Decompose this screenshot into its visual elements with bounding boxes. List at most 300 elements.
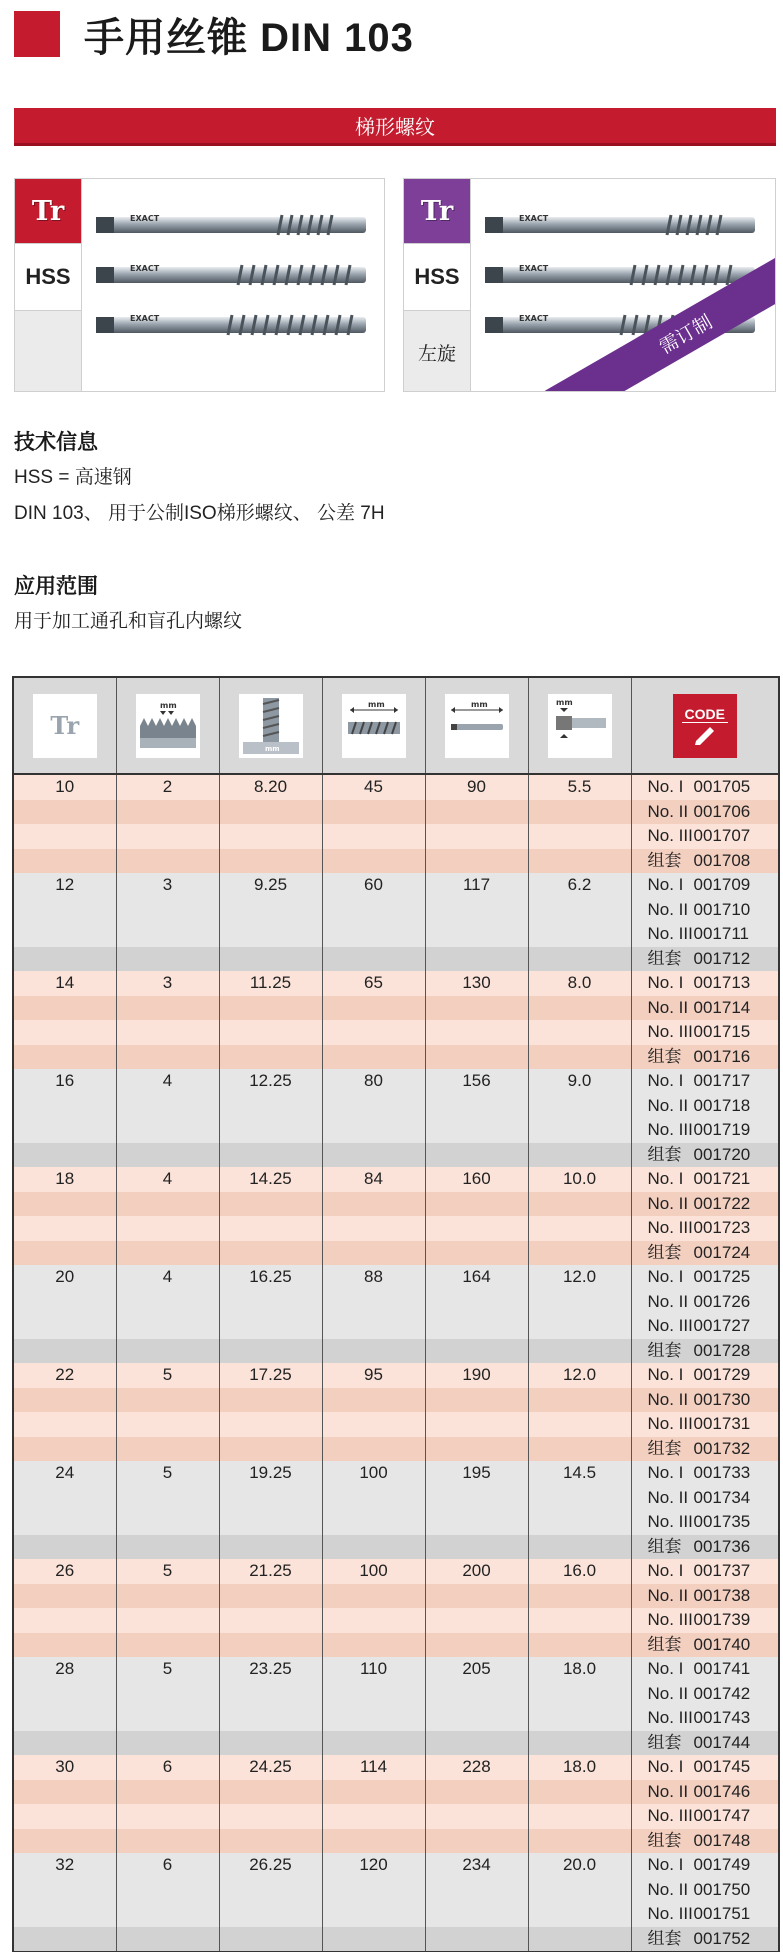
table-body xyxy=(13,774,779,1952)
cell-thread-size: 16 xyxy=(13,1069,116,1094)
product-card-left-hand xyxy=(403,178,776,392)
code-number: 001734 xyxy=(693,1487,751,1507)
cell-code xyxy=(631,774,779,800)
cell-drill xyxy=(219,1510,322,1535)
code-label: No. III xyxy=(647,1904,693,1923)
code-number: 001738 xyxy=(693,1585,751,1605)
code-number: 001749 xyxy=(693,1855,751,1874)
code-number: 001716 xyxy=(693,1046,751,1066)
code-number: 001718 xyxy=(693,1095,751,1115)
cell-drill xyxy=(219,1094,322,1119)
code-label: No. III xyxy=(647,1414,693,1433)
cell-thread-length: 110 xyxy=(322,1657,425,1682)
cell-thread-size: 24 xyxy=(13,1461,116,1486)
cell-thread-size xyxy=(13,1314,116,1339)
cell-drill xyxy=(219,1829,322,1854)
code-number: 001729 xyxy=(693,1365,751,1384)
cell-total-length xyxy=(425,1192,528,1217)
cell-thread-length xyxy=(322,898,425,923)
cell-drill xyxy=(219,1437,322,1462)
cell-drill xyxy=(219,1118,322,1143)
table-row xyxy=(13,1388,779,1413)
cell-square: 12.0 xyxy=(528,1265,631,1290)
cell-total-length xyxy=(425,1510,528,1535)
cell-pitch xyxy=(116,1706,219,1731)
cell-thread-length xyxy=(322,1314,425,1339)
cell-drill xyxy=(219,996,322,1021)
cell-code xyxy=(631,1731,779,1756)
cell-code xyxy=(631,1559,779,1584)
cell-thread-length xyxy=(322,1927,425,1952)
cell-pitch: 3 xyxy=(116,971,219,996)
cell-thread-length: 100 xyxy=(322,1559,425,1584)
cell-drill xyxy=(219,1486,322,1511)
cell-code xyxy=(631,873,779,898)
cell-square xyxy=(528,1241,631,1266)
taps-illustration xyxy=(82,179,385,391)
table-row xyxy=(13,1853,779,1878)
code-number: 001705 xyxy=(693,777,751,796)
cell-code xyxy=(631,800,779,825)
code-label: No. III xyxy=(647,1316,693,1335)
table-row xyxy=(13,947,779,972)
cell-code xyxy=(631,1216,779,1241)
cell-drill xyxy=(219,1143,322,1168)
code-number: 001744 xyxy=(693,1732,751,1752)
cell-square xyxy=(528,922,631,947)
cell-square xyxy=(528,1804,631,1829)
tap-no1 xyxy=(96,214,366,235)
code-label: No. III xyxy=(647,1022,693,1041)
cell-drill xyxy=(219,1045,322,1070)
code-number: 001709 xyxy=(693,875,751,894)
cell-thread-size xyxy=(13,1804,116,1829)
cell-pitch xyxy=(116,1045,219,1070)
code-number: 001719 xyxy=(693,1120,751,1139)
table-row xyxy=(13,1706,779,1731)
code-label: 组套 xyxy=(647,1536,682,1556)
cell-thread-length xyxy=(322,1829,425,1854)
cell-thread-length xyxy=(322,849,425,874)
cell-drill: 24.25 xyxy=(219,1755,322,1780)
cell-code xyxy=(631,1510,779,1535)
code-icon xyxy=(673,694,737,758)
table-row xyxy=(13,1437,779,1462)
cell-pitch xyxy=(116,1486,219,1511)
cell-total-length xyxy=(425,1682,528,1707)
cell-pitch xyxy=(116,898,219,923)
cell-pitch xyxy=(116,1388,219,1413)
cell-total-length: 156 xyxy=(425,1069,528,1094)
cell-drill xyxy=(219,849,322,874)
cell-code xyxy=(631,971,779,996)
cell-square xyxy=(528,849,631,874)
brand-label: EXACT xyxy=(130,214,160,223)
code-number: 001721 xyxy=(693,1169,751,1188)
cell-square: 5.5 xyxy=(528,774,631,800)
cell-pitch xyxy=(116,1510,219,1535)
cell-thread-size xyxy=(13,1045,116,1070)
cell-thread-length xyxy=(322,996,425,1021)
code-number: 001745 xyxy=(693,1757,751,1776)
cell-total-length: 90 xyxy=(425,774,528,800)
table-row xyxy=(13,1608,779,1633)
code-number: 001732 xyxy=(693,1438,751,1458)
cell-drill: 11.25 xyxy=(219,971,322,996)
cell-pitch xyxy=(116,1535,219,1560)
spec-table xyxy=(12,676,780,1952)
cell-pitch xyxy=(116,1902,219,1927)
code-label: No. III xyxy=(647,924,693,943)
table-row xyxy=(13,1069,779,1094)
cell-total-length xyxy=(425,996,528,1021)
code-label: 组套 xyxy=(647,1634,682,1654)
cell-total-length xyxy=(425,1706,528,1731)
cell-pitch xyxy=(116,1633,219,1658)
code-label: No. III xyxy=(647,1806,693,1825)
cell-drill: 8.20 xyxy=(219,774,322,800)
cell-thread-length xyxy=(322,1804,425,1829)
code-number: 001727 xyxy=(693,1316,751,1335)
code-label: No. I xyxy=(647,1561,684,1580)
cell-square: 6.2 xyxy=(528,873,631,898)
code-label: No. I xyxy=(647,1071,684,1090)
code-number: 001722 xyxy=(693,1193,751,1213)
cell-pitch: 6 xyxy=(116,1853,219,1878)
code-label: No. II xyxy=(647,1095,689,1115)
code-label: 组套 xyxy=(647,948,682,968)
cell-pitch xyxy=(116,849,219,874)
cell-total-length xyxy=(425,1216,528,1241)
cell-thread-length: 95 xyxy=(322,1363,425,1388)
card-sidebar xyxy=(15,179,81,391)
cell-thread-length xyxy=(322,1192,425,1217)
cell-square xyxy=(528,1829,631,1854)
cell-thread-length: 114 xyxy=(322,1755,425,1780)
cell-pitch xyxy=(116,1143,219,1168)
cell-thread-length xyxy=(322,1118,425,1143)
cell-total-length: 190 xyxy=(425,1363,528,1388)
cell-code xyxy=(631,1584,779,1609)
tr-badge-text: Tr xyxy=(31,195,65,227)
col-header-thread-length xyxy=(322,677,425,774)
cell-drill xyxy=(219,922,322,947)
table-row xyxy=(13,996,779,1021)
cell-pitch xyxy=(116,1780,219,1805)
cell-drill xyxy=(219,1731,322,1756)
cell-thread-length xyxy=(322,800,425,825)
cell-square xyxy=(528,1339,631,1364)
cell-drill xyxy=(219,1020,322,1045)
cell-drill xyxy=(219,800,322,825)
code-label: No. II xyxy=(647,1193,689,1213)
cell-square xyxy=(528,1682,631,1707)
tr-badge-text: Tr xyxy=(420,195,454,227)
cell-thread-size: 30 xyxy=(13,1755,116,1780)
cell-pitch xyxy=(116,1192,219,1217)
cell-drill xyxy=(219,1388,322,1413)
brand-label: EXACT xyxy=(130,264,160,273)
cell-thread-length xyxy=(322,1486,425,1511)
cell-pitch xyxy=(116,1216,219,1241)
cell-code xyxy=(631,1682,779,1707)
cell-pitch xyxy=(116,1339,219,1364)
cell-thread-size xyxy=(13,1192,116,1217)
code-label: No. II xyxy=(647,1683,689,1703)
table-row xyxy=(13,1486,779,1511)
cell-pitch: 5 xyxy=(116,1559,219,1584)
cell-pitch: 5 xyxy=(116,1657,219,1682)
cell-pitch xyxy=(116,1290,219,1315)
code-label: 组套 xyxy=(647,1340,682,1360)
cell-square xyxy=(528,1216,631,1241)
code-label: No. II xyxy=(647,1389,689,1409)
cell-code xyxy=(631,1363,779,1388)
table-row xyxy=(13,1045,779,1070)
code-label: No. II xyxy=(647,1781,689,1801)
cell-total-length: 228 xyxy=(425,1755,528,1780)
cell-thread-size: 22 xyxy=(13,1363,116,1388)
cell-code xyxy=(631,1118,779,1143)
table-row xyxy=(13,1241,779,1266)
square-unit: mm xyxy=(555,697,573,707)
cell-thread-size xyxy=(13,800,116,825)
cell-code xyxy=(631,1339,779,1364)
cell-total-length: 117 xyxy=(425,873,528,898)
table-row xyxy=(13,1535,779,1560)
tech-info-line1: HSS = 高速钢 xyxy=(14,467,132,488)
cell-thread-length xyxy=(322,922,425,947)
cell-thread-length xyxy=(322,947,425,972)
cell-total-length: 195 xyxy=(425,1461,528,1486)
cell-thread-size xyxy=(13,1216,116,1241)
code-number: 001752 xyxy=(693,1928,751,1948)
cell-pitch xyxy=(116,800,219,825)
cell-square: 18.0 xyxy=(528,1657,631,1682)
cell-code xyxy=(631,1461,779,1486)
cell-total-length xyxy=(425,1608,528,1633)
cell-thread-size xyxy=(13,1437,116,1462)
cell-drill: 9.25 xyxy=(219,873,322,898)
cell-total-length xyxy=(425,1094,528,1119)
code-label: 组套 xyxy=(647,1732,682,1752)
cell-square xyxy=(528,1437,631,1462)
cell-code xyxy=(631,1878,779,1903)
brand-label: EXACT xyxy=(519,264,549,273)
cell-pitch xyxy=(116,1608,219,1633)
cell-code xyxy=(631,1437,779,1462)
cell-square: 10.0 xyxy=(528,1167,631,1192)
cell-pitch: 5 xyxy=(116,1461,219,1486)
cell-square xyxy=(528,1094,631,1119)
cell-pitch xyxy=(116,1020,219,1045)
cell-pitch xyxy=(116,1118,219,1143)
cell-total-length xyxy=(425,922,528,947)
cell-thread-length xyxy=(322,1290,425,1315)
cell-square: 18.0 xyxy=(528,1755,631,1780)
cell-square xyxy=(528,947,631,972)
code-label: No. III xyxy=(647,1610,693,1629)
code-label: No. I xyxy=(647,973,684,992)
cell-square: 14.5 xyxy=(528,1461,631,1486)
code-label: No. II xyxy=(647,997,689,1017)
table-row xyxy=(13,1363,779,1388)
cell-total-length xyxy=(425,1878,528,1903)
cell-drill xyxy=(219,1633,322,1658)
table-row xyxy=(13,1584,779,1609)
table-row xyxy=(13,1192,779,1217)
code-icon-text: CODE xyxy=(682,706,728,723)
table-row xyxy=(13,873,779,898)
table-row xyxy=(13,1143,779,1168)
table-row xyxy=(13,1216,779,1241)
cell-drill xyxy=(219,947,322,972)
code-number: 001733 xyxy=(693,1463,751,1482)
cell-pitch xyxy=(116,996,219,1021)
code-number: 001712 xyxy=(693,948,751,968)
code-label: No. III xyxy=(647,826,693,845)
cell-drill xyxy=(219,1804,322,1829)
code-number: 001708 xyxy=(693,850,751,870)
cell-square xyxy=(528,1118,631,1143)
table-row xyxy=(13,774,779,800)
cell-drill xyxy=(219,1927,322,1952)
code-label: No. I xyxy=(647,1365,684,1384)
code-label: No. III xyxy=(647,1708,693,1727)
cell-thread-length xyxy=(322,1437,425,1462)
col-header-code xyxy=(631,677,779,774)
cell-total-length: 130 xyxy=(425,971,528,996)
cell-thread-size xyxy=(13,898,116,923)
cell-code xyxy=(631,898,779,923)
cell-thread-length xyxy=(322,1216,425,1241)
cell-total-length: 164 xyxy=(425,1265,528,1290)
cell-code xyxy=(631,1608,779,1633)
table-row xyxy=(13,1804,779,1829)
table-row xyxy=(13,1118,779,1143)
code-number: 001740 xyxy=(693,1634,751,1654)
section-banner: 梯形螺纹 xyxy=(14,108,776,146)
cell-code xyxy=(631,1633,779,1658)
cell-code xyxy=(631,1780,779,1805)
cell-thread-size xyxy=(13,1731,116,1756)
square-shank-icon xyxy=(548,694,612,758)
col-header-total-length xyxy=(425,677,528,774)
cell-pitch: 5 xyxy=(116,1363,219,1388)
table-row xyxy=(13,800,779,825)
cell-thread-size: 10 xyxy=(13,774,116,800)
pitch-icon xyxy=(136,694,200,758)
cell-total-length xyxy=(425,1731,528,1756)
cell-thread-length xyxy=(322,1020,425,1045)
cell-square xyxy=(528,1878,631,1903)
table-row xyxy=(13,1633,779,1658)
table-row xyxy=(13,1755,779,1780)
code-number: 001750 xyxy=(693,1879,751,1899)
cell-thread-size: 18 xyxy=(13,1167,116,1192)
cell-square xyxy=(528,824,631,849)
code-number: 001746 xyxy=(693,1781,751,1801)
cell-square xyxy=(528,1143,631,1168)
cell-drill xyxy=(219,1682,322,1707)
cell-pitch xyxy=(116,1682,219,1707)
cell-thread-length xyxy=(322,824,425,849)
code-label: No. III xyxy=(647,1512,693,1531)
code-number: 001725 xyxy=(693,1267,751,1286)
cell-pitch xyxy=(116,1437,219,1462)
code-label: No. III xyxy=(647,1120,693,1139)
cell-code xyxy=(631,1829,779,1854)
thread-length-icon xyxy=(342,694,406,758)
cell-thread-size xyxy=(13,1633,116,1658)
code-number: 001728 xyxy=(693,1340,751,1360)
cell-code xyxy=(631,1290,779,1315)
table-row xyxy=(13,1167,779,1192)
cell-code xyxy=(631,1853,779,1878)
code-number: 001706 xyxy=(693,801,751,821)
cell-thread-size xyxy=(13,1510,116,1535)
cell-square: 9.0 xyxy=(528,1069,631,1094)
code-label: 组套 xyxy=(647,1830,682,1850)
col-header-drill xyxy=(219,677,322,774)
code-number: 001731 xyxy=(693,1414,751,1433)
cell-drill: 17.25 xyxy=(219,1363,322,1388)
cell-thread-size xyxy=(13,1682,116,1707)
cell-code xyxy=(631,1241,779,1266)
brand-label: EXACT xyxy=(519,314,549,323)
code-number: 001747 xyxy=(693,1806,751,1825)
cell-thread-length xyxy=(322,1780,425,1805)
cell-thread-size xyxy=(13,1706,116,1731)
cell-code xyxy=(631,849,779,874)
total-length-icon xyxy=(445,694,509,758)
code-label: 组套 xyxy=(647,1928,682,1948)
cell-thread-size xyxy=(13,1143,116,1168)
code-number: 001743 xyxy=(693,1708,751,1727)
code-number: 001735 xyxy=(693,1512,751,1531)
cell-total-length xyxy=(425,1437,528,1462)
cell-thread-length xyxy=(322,1143,425,1168)
cell-drill: 12.25 xyxy=(219,1069,322,1094)
cell-drill xyxy=(219,1314,322,1339)
cell-thread-size xyxy=(13,1241,116,1266)
cell-thread-length xyxy=(322,1241,425,1266)
table-row xyxy=(13,1265,779,1290)
material-label: HSS xyxy=(404,243,470,311)
code-label: No. II xyxy=(647,1487,689,1507)
code-number: 001715 xyxy=(693,1022,751,1041)
cell-thread-length: 80 xyxy=(322,1069,425,1094)
cell-thread-size: 26 xyxy=(13,1559,116,1584)
table-row xyxy=(13,1461,779,1486)
code-label: No. I xyxy=(647,777,684,796)
cell-code xyxy=(631,1755,779,1780)
cell-total-length xyxy=(425,1486,528,1511)
cell-drill: 19.25 xyxy=(219,1461,322,1486)
tech-info-line2: DIN 103、 用于公制ISO梯形螺纹、 公差 7H xyxy=(14,503,385,524)
cell-total-length xyxy=(425,800,528,825)
cell-pitch: 3 xyxy=(116,873,219,898)
cell-square: 8.0 xyxy=(528,971,631,996)
table-row xyxy=(13,1902,779,1927)
cell-code xyxy=(631,947,779,972)
cell-drill xyxy=(219,1706,322,1731)
cell-total-length xyxy=(425,1290,528,1315)
code-label: No. I xyxy=(647,1855,684,1874)
cell-drill: 26.25 xyxy=(219,1853,322,1878)
cell-thread-length: 60 xyxy=(322,873,425,898)
cell-square xyxy=(528,898,631,923)
